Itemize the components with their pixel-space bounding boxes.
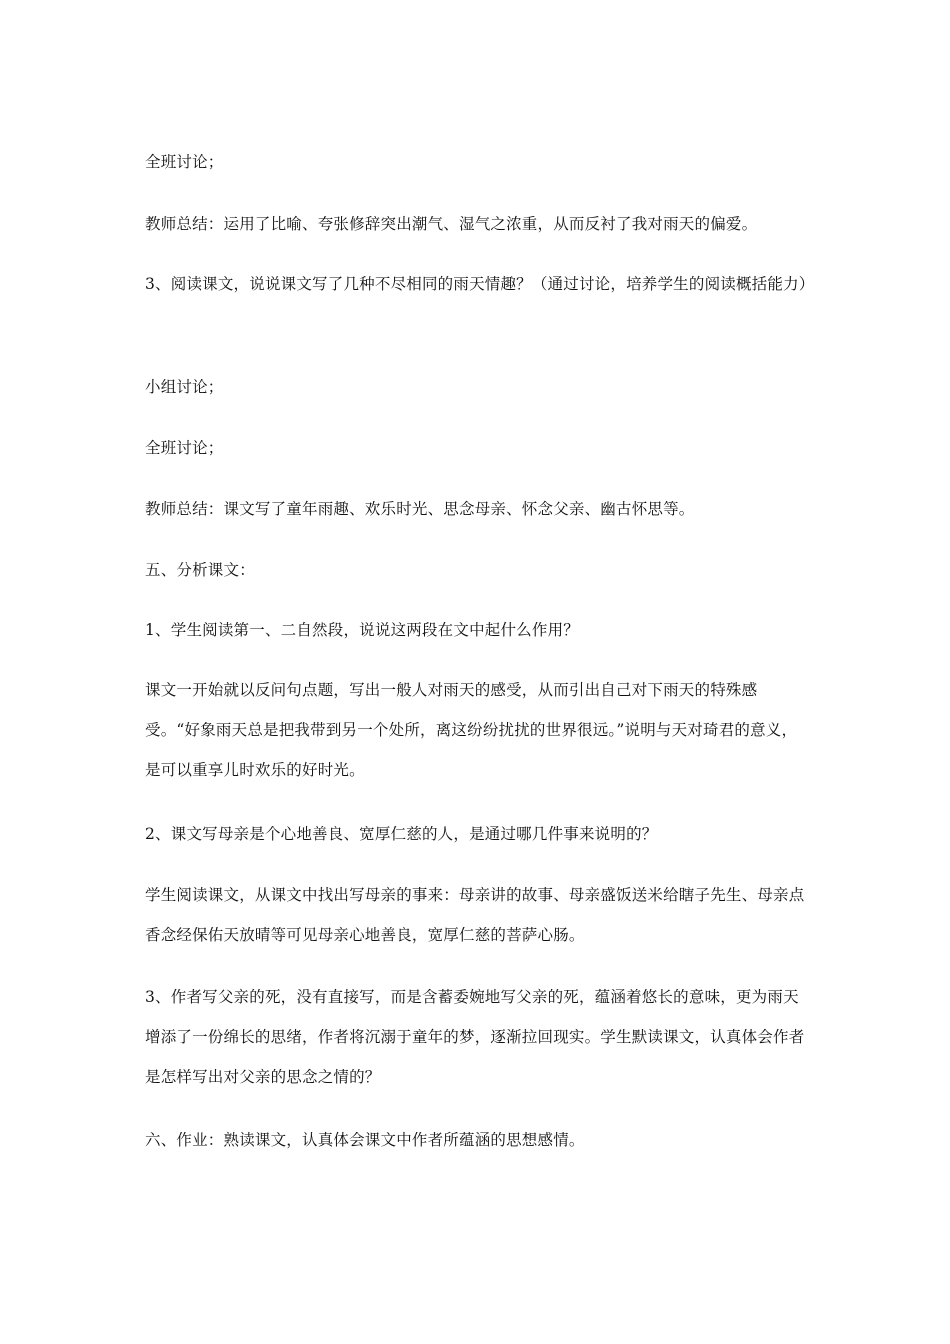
paragraph-question-1: 1、学生阅读第一、二自然段，说说这两段在文中起什么作用？ [145,621,579,639]
paragraph-teacher-summary-1: 教师总结：运用了比喻、夸张修辞突出潮气、湿气之浓重，从而反衬了我对雨天的偏爱。 [145,215,758,233]
section-heading-homework: 六、作业：熟读课文，认真体会课文中作者所蕴涵的思想感情。 [145,1131,585,1149]
paragraph-question-3-reading: 3、阅读课文，说说课文写了几种不尽相同的雨天情趣？（通过讨论，培养学生的阅读概括能力） [145,275,815,293]
paragraph-question-2: 2、课文写母亲是个心地善良、宽厚仁慈的人，是通过哪几件事来说明的？ [145,825,658,843]
paragraph-class-discussion-1: 全班讨论； [145,153,224,171]
paragraph-teacher-summary-2: 教师总结：课文写了童年雨趣、欢乐时光、思念母亲、怀念父亲、幽古怀思等。 [145,500,695,518]
paragraph-answer-2: 学生阅读课文，从课文中找出写母亲的事来：母亲讲的故事、母亲盛饭送米给瞎子先生、母亲点香念经保佑天放晴等可见母亲心地善良，宽厚仁慈的菩萨心肠。 [145,886,805,944]
section-heading-analysis: 五、分析课文： [145,561,255,579]
paragraph-class-discussion-2: 全班讨论； [145,439,224,457]
paragraph-group-discussion: 小组讨论； [145,378,224,396]
paragraph-question-3-father: 3、作者写父亲的死，没有直接写，而是含蓄委婉地写父亲的死，蕴涵着悠长的意味，更为雨天增添了一份绵长的思绪，作者将沉溺于童年的梦，逐渐拉回现实。学生默读课文，认真体会作者是怎样写出对父亲的思念之情的？ [145,988,805,1086]
paragraph-answer-1: 课文一开始就以反问句点题，写出一般人对雨天的感受，从而引出自己对下雨天的特殊感受。“好象雨天总是把我带到另一个处所，离这纷纷扰扰的世界很远。”说明与天对琦君的意义，是可以重享儿时欢乐的好时光。 [145,681,798,779]
